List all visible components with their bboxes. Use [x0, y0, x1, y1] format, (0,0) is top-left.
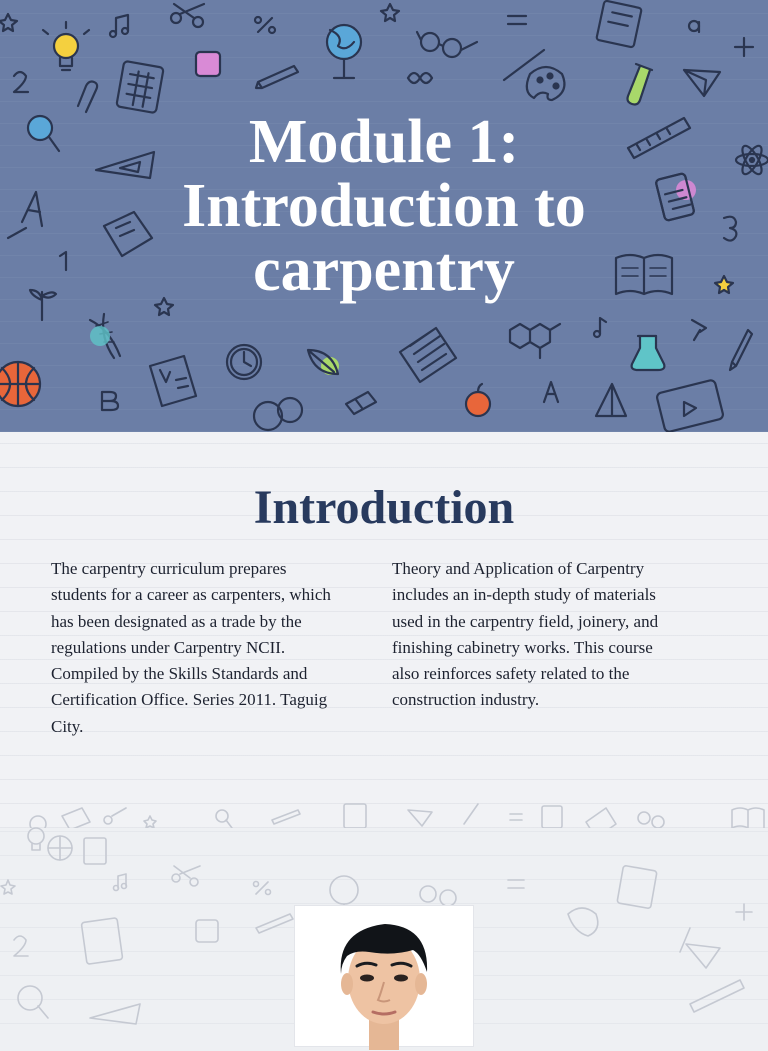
glasses-icon — [417, 32, 477, 57]
percent-icon — [255, 17, 275, 33]
notebook-icon — [617, 865, 657, 908]
equals-icon — [508, 880, 524, 888]
paper-plane-icon — [686, 944, 720, 968]
infinity-icon — [408, 73, 432, 83]
notepad-icon — [400, 328, 456, 382]
introduction-slide — [0, 432, 768, 828]
ruler-icon — [464, 804, 478, 824]
dna-icon — [90, 314, 120, 358]
sticky-note-icon — [196, 920, 218, 942]
number-two-icon — [14, 936, 28, 956]
leaf-icon — [308, 350, 339, 375]
music-note-icon — [110, 15, 128, 37]
calculator-icon — [116, 61, 163, 113]
open-book-icon — [732, 808, 764, 828]
sticky-note-icon — [196, 52, 220, 76]
music-note-icon — [594, 318, 606, 337]
notebook-icon — [542, 806, 562, 828]
pencil-icon — [256, 66, 298, 88]
flask-icon — [632, 336, 665, 370]
slide-title — [0, 110, 768, 302]
paperclip-icon — [78, 82, 97, 113]
grade-paper-icon — [150, 356, 196, 406]
pencil-icon — [256, 914, 293, 933]
apple-icon — [466, 384, 490, 416]
letter-a-icon — [544, 382, 558, 402]
glasses-icon — [638, 812, 664, 828]
pushpin-icon — [692, 320, 706, 340]
letter-b-icon — [102, 392, 118, 410]
title-slide — [0, 0, 768, 432]
palette-icon — [504, 50, 564, 100]
basketball-icon — [48, 836, 72, 860]
notebook-icon — [344, 804, 366, 828]
number-two-icon — [14, 72, 28, 92]
lightbulb-icon — [43, 22, 89, 70]
percent-icon — [254, 882, 271, 895]
ruler-icon — [690, 980, 744, 1012]
test-tube-icon — [680, 928, 690, 952]
globe-icon — [327, 25, 361, 78]
title-line-2: Introduction to — [182, 172, 586, 240]
pencil-icon — [272, 810, 300, 824]
scissors-icon — [171, 4, 204, 27]
title-line-1: Module 1: — [248, 108, 520, 176]
set-square-icon — [90, 1004, 140, 1024]
profile-photo — [295, 906, 473, 1046]
pyramid-icon — [596, 384, 626, 416]
basketball-icon — [0, 362, 40, 406]
lightbulb-icon — [28, 828, 44, 850]
star-icon — [1, 880, 15, 894]
magnifier-icon — [18, 986, 48, 1018]
star-icon — [0, 14, 17, 31]
equals-icon — [510, 814, 522, 820]
notebook-icon — [596, 0, 641, 47]
calculator-icon — [84, 838, 106, 864]
letter-a-icon — [689, 21, 699, 32]
video-player-icon — [656, 379, 724, 432]
right-paragraph: Theory and Application of Carpentry includes an in-depth study of materials used in the carpentry field, joinery, and finishing cabinetry works. This course also reinforces safety related to the construction industry. — [392, 559, 659, 710]
palette-icon — [568, 908, 598, 936]
scissors-icon — [104, 808, 126, 824]
molecule-icon — [510, 324, 560, 358]
person-portrait — [295, 906, 473, 1046]
scissors-icon — [172, 866, 200, 886]
paper-sheet-icon — [62, 808, 90, 830]
pen-icon — [730, 330, 752, 370]
eraser-icon — [346, 392, 376, 414]
plus-icon — [736, 904, 752, 920]
venn-circles-icon — [254, 398, 302, 430]
plus-icon — [735, 38, 753, 56]
star-icon — [381, 4, 399, 21]
paper-plane-icon — [408, 810, 432, 826]
music-note-icon — [114, 874, 127, 891]
section-heading: Introduction — [253, 481, 515, 534]
glasses-icon — [420, 886, 456, 906]
test-tube-icon — [628, 64, 653, 105]
left-paragraph: The carpentry curriculum prepares students for a career as carpenters, which has been designated as a trade by the regulations under Carpentry NCII. Compiled by the Skills Standards and Certification Office. Series 2011. Taguig City. — [51, 559, 331, 736]
calculator-icon — [81, 918, 122, 965]
paper-plane-icon — [684, 70, 720, 96]
star-icon — [144, 816, 156, 828]
equals-icon — [508, 16, 526, 24]
title-line-3: carpentry — [253, 236, 515, 304]
clock-icon — [227, 345, 261, 379]
magnifier-icon — [216, 810, 232, 828]
profile-slide — [0, 828, 768, 1024]
